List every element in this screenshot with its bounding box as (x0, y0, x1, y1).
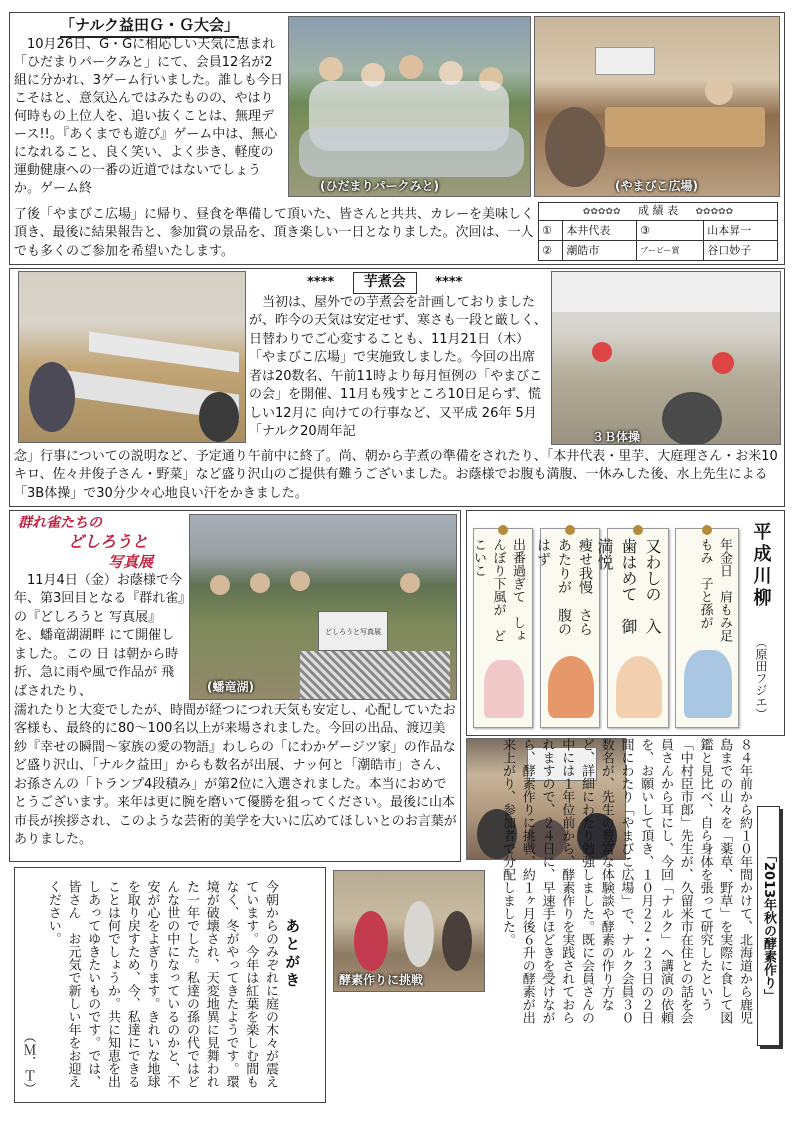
photo-banryu-lake (189, 514, 457, 700)
photo-person-shape (545, 107, 605, 187)
exhibition-title-line: 写真展 (108, 552, 154, 571)
photo-table-shape (89, 331, 239, 372)
photo-person-shape (592, 342, 612, 362)
afterword-body: 今朝からのみぞれに庭の木々が震えています。今年は紅葉を楽しむ間もなく、冬がやってきたようです。環境が破壊され、天変地異に見舞われた一年でした。私達の孫の代ではどんな世の中になっているのかと、不安が心をよぎります。きれいな地球を取り戻すため、今、私達にできることは何でしょうか。共に知恵を出しあってゆきたいものです。では、皆さん お元気で新しい年をお迎えください。 (45, 880, 278, 1088)
senryu-author: （原田フジエ） (754, 636, 769, 720)
exhibition-title-line: 群れ雀たちの (18, 515, 102, 531)
caption-hidamari: (ひだまりパークみと) (320, 179, 439, 193)
name-cell: 谷口妙子 (704, 241, 778, 261)
photo-3b-exercise (551, 271, 781, 445)
imoni-stars-left: **** (307, 275, 335, 290)
results-title: 成 績 表 (638, 204, 678, 217)
photo-card-stack (300, 651, 450, 700)
afterword-title: あとがき (283, 918, 302, 990)
exhibition-title (18, 514, 188, 572)
name-cell: 本井代表 (563, 221, 637, 241)
name-cell: 潮皓市 (563, 241, 637, 261)
photo-person-shape (199, 392, 239, 442)
pushpin-icon (702, 525, 712, 535)
caption-3b: ３Ｂ体操 (592, 430, 641, 444)
gg-tournament-body: 10月26日、G・Gに相応しい天気に恵まれ「ひだまりパークみと」にて、会員12名が2組に分かれ、3ゲーム行いました。誰しも今日こそはと、意気込んではみたものの、やはり何時もの上位人を、追い抜くことは、無理デース!!。『あくまでも遊び』ゲーム中は、無心になれること、良く笑い、よく歩き、軽度の運動健康への一番の近道ではないでしょうか。ゲーム終 (14, 37, 284, 196)
table-row (539, 241, 778, 261)
senryu-illustration (484, 660, 524, 718)
imoni-title: 芋煮会 (353, 272, 417, 294)
senryu-illustration (684, 650, 732, 718)
rank-cell: ② (539, 241, 563, 261)
senryu-title: 平成川柳 (750, 522, 772, 610)
rank-cell: ① (539, 221, 563, 241)
results-table (538, 220, 778, 261)
photo-person-shape (210, 575, 230, 595)
senryu-poem: 年金日 肩もみ足もみ 子と孫が (697, 538, 732, 642)
exhibition-body-cont: 濡れたりと大変でしたが、時間が経つにつれ天気も安定し、心配していたお客様も、最終的に80～100名以上が来場されました。今回の出品、渡辺美紗『幸せの瞬間～家族の愛の物語』わしらの「にわかゲージツ家」の作品など盛り沢山、「ナルク益田」からも数名が出展、ナッ何と「潮皓市」さん、お孫さんの「トランプ4段積み」が第2位に入選されました。本当におめでとうございます。来年は更に腕を磨いて優勝を狙ってください。最後に山本市長が挨拶され、このような芸術的美学を大いに広めてほしいとのお言葉がありました。 (14, 703, 457, 848)
photo-person-shape (400, 573, 420, 593)
photo-person-shape (354, 911, 388, 971)
photo-wall-shape (552, 272, 781, 312)
imoni-stars-right: **** (435, 275, 463, 290)
imoni-body: 当初は、屋外での芋煮会を計画しておりましたが、昨今の天気は安定せず、寒さも一段と厳しく、日替わりでご心変することも、11月21日（木）「やまびこ広場」で実施致しました。今回の出席者は20数名、午前11時より毎月恒例の「やまびこの会」を開催、11月も残すところ10日足らず、慌しい12月に 向けての行事など、又平成 26年 5月「ナルク20周年記 (249, 295, 547, 440)
senryu-poem: 又わしの 入歯はめて 御満悦 (595, 538, 662, 634)
exhibition-title-line: どしろうと (68, 532, 149, 552)
exhibition-sign: どしろうと写真展 (318, 611, 388, 651)
pushpin-icon (633, 525, 643, 535)
photo-person-shape (442, 911, 472, 971)
kouso-body: ８４年前から約１０年間かけて、北海道から鹿児島までの山々を「薬草、野草」を実際に食して図鑑と見比べ、自ら身体を張って研究したという「中村臣市郎」先生が、久留米市在住との話を会員さんから耳にし、今回「ナルク」へ講演の依頼を、お願いして頂き、１０月２２・２３日の２日間にわたり「やまびこ広場」で、ナルク会員３０数名が、先生の豊富な体験談や酵素の作り方など、詳細にわたり勉強しました。既に会員さんの中には１年位前から、酵素作りを実践されておられますので、２４日に、早速手ほどきを受けながら、酵素作りに挑戦、約１ヶ月後６升の酵素が出来上がり、参加者で分配しました。 (500, 738, 752, 1024)
photo-person-shape (404, 901, 434, 967)
senryu-illustration (548, 656, 594, 718)
results-deco-left: ✿✿✿✿✿ (582, 207, 621, 217)
table-row (539, 221, 778, 241)
senryu-illustration (616, 656, 662, 718)
photo-hidamari-park (288, 16, 531, 197)
photo-person-shape (29, 362, 75, 432)
name-cell: 山本昇一 (704, 221, 778, 241)
photo-table-shape (605, 107, 765, 147)
senryu-poem: 出番過ぎて しょんぼり下風が どこいこ (471, 538, 525, 642)
photo-person-shape (319, 57, 343, 81)
rank-cell: ③ (637, 221, 704, 241)
pushpin-icon (498, 525, 508, 535)
photo-whiteboard-shape (595, 47, 655, 75)
photo-person-shape (705, 77, 733, 105)
kouso-title: 「2013年秋の酵素作り」 (757, 806, 780, 1046)
photo-person-shape (290, 571, 310, 591)
gg-tournament-body-cont: 了後「やまびこ広場」に帰り、昼食を準備して頂いた、皆さんと共共、カレーを美味しく頂き、最後に結果報告と、参加賞の景品を、頂き楽しい一日となりました。次回は、一人でも多くのご参加を希望いたします。 (14, 207, 534, 259)
caption-yamabiko: (やまびこ広場) (615, 179, 698, 193)
senryu-poem: 瘦せ我慢 さらあたりが 腹のはず (535, 538, 593, 636)
caption-kouso: 酵素作りに挑戦 (339, 973, 424, 987)
photo-imoni-room (18, 271, 246, 443)
photo-person-shape (662, 392, 722, 445)
pushpin-icon (565, 525, 575, 535)
gg-tournament-title: 「ナルク益田Ｇ・Ｇ大会」 (60, 15, 239, 38)
photo-person-shape (250, 573, 270, 593)
imoni-body-cont: 念」行事についての説明など、予定通り午前中に終了。尚、朝から芋煮の準備をされたり、「本井代表・里芋、大庭理さん・お米10キロ、佐々井俊子さん・野菜」など盛り沢山のご提供有難うございました。お蔭様でお腹も満腹、一休みした後、水上先生による「3B体操」で30分少々心地良い汗をかきました。 (14, 449, 778, 501)
results-deco-right: ✿✿✿✿✿ (695, 207, 734, 217)
imoni-title-row (307, 272, 462, 294)
exhibition-body: 11月4日（金）お蔭様で今年、第3回目となる『群れ雀』の『どしろうと 写真展』を、蟠竜湖湖畔 にて開催しました。この 日 は朝から時折、急に雨や風で作品が 飛ばされたり、 (14, 573, 185, 699)
photo-person-shape (712, 352, 734, 374)
photo-yamabiko-lunch (534, 16, 780, 197)
caption-banryu: (蟠竜湖) (207, 680, 254, 694)
results-table-header (538, 202, 778, 220)
photo-group-shape (299, 127, 524, 177)
photo-person-shape (399, 55, 423, 79)
afterword-signature: （Ｍ．Ｔ） (18, 1030, 36, 1100)
rank-cell: ブービー賞 (637, 241, 704, 261)
